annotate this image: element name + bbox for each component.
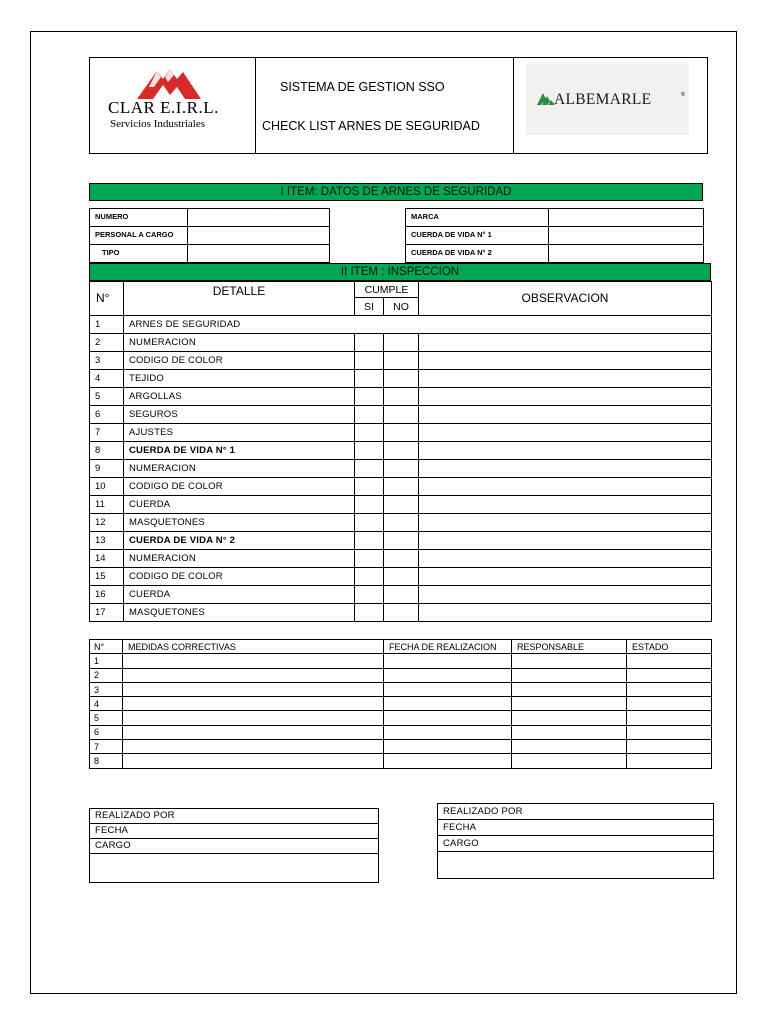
inspection-row [90,532,712,550]
row-detail: NUMERACION [124,550,355,568]
measure-row [90,711,712,725]
measure-field[interactable] [123,682,384,696]
observation-field[interactable] [419,514,712,532]
no-checkbox[interactable] [384,424,419,442]
system-title: SISTEMA DE GESTION SSO [280,80,445,94]
observation-field[interactable] [419,442,712,460]
col-si-header: SI [355,298,384,316]
responsible-field[interactable] [512,725,627,739]
col-date-header: FECHA DE REALIZACION [384,640,512,654]
fecha-label: FECHA [90,824,379,839]
row-detail: CUERDA [124,586,355,604]
col-cumple-header: CUMPLE [355,282,419,298]
realizado-label: REALIZADO POR [90,809,379,824]
no-checkbox[interactable] [384,352,419,370]
albemarle-logo-cell [514,58,707,153]
row-detail: NUMERACION [124,460,355,478]
no-checkbox[interactable] [384,496,419,514]
no-checkbox[interactable] [384,586,419,604]
no-checkbox[interactable] [384,478,419,496]
inspection-row [90,334,712,352]
no-checkbox[interactable] [384,514,419,532]
row-detail: AJUSTES [124,424,355,442]
signature-area[interactable] [438,852,714,879]
inspection-row [90,442,712,460]
no-checkbox[interactable] [384,388,419,406]
status-field[interactable] [627,711,712,725]
date-field[interactable] [384,682,512,696]
si-checkbox[interactable] [355,406,384,424]
col-status-header: ESTADO [627,640,712,654]
inspection-row [90,352,712,370]
measure-row-number: 4 [90,697,123,711]
date-field[interactable] [384,668,512,682]
measure-row [90,668,712,682]
numero-label: NUMERO [89,208,188,227]
no-checkbox[interactable] [384,442,419,460]
measure-row [90,697,712,711]
observation-field[interactable] [419,532,712,550]
observation-field[interactable] [419,568,712,586]
col-measures-header: MEDIDAS CORRECTIVAS [123,640,384,654]
cuerda2-label: CUERDA DE VIDA N° 2 [405,244,549,263]
status-field[interactable] [627,682,712,696]
row-number: 3 [90,352,124,370]
responsible-field[interactable] [512,682,627,696]
observation-field[interactable] [419,388,712,406]
measure-row-number: 2 [90,668,123,682]
inspection-row [90,586,712,604]
observation-field[interactable] [419,424,712,442]
personal-field[interactable] [187,226,330,245]
row-number: 7 [90,424,124,442]
si-checkbox[interactable] [355,352,384,370]
row-detail: TEJIDO [124,370,355,388]
row-number: 16 [90,586,124,604]
measure-row [90,754,712,768]
observation-field[interactable] [419,478,712,496]
no-checkbox[interactable] [384,550,419,568]
status-field[interactable] [627,654,712,668]
row-detail: CODIGO DE COLOR [124,478,355,496]
row-number: 10 [90,478,124,496]
si-checkbox[interactable] [355,334,384,352]
fecha-label: FECHA [438,820,714,836]
measure-row-number: 8 [90,754,123,768]
no-checkbox[interactable] [384,604,419,622]
observation-field[interactable] [419,604,712,622]
company-name: CLAR E.I.R.L. [108,98,219,117]
no-checkbox[interactable] [384,460,419,478]
cuerda1-field[interactable] [548,226,704,245]
measure-row-number: 6 [90,725,123,739]
inspection-row [90,424,712,442]
row-number: 9 [90,460,124,478]
inspection-row [90,388,712,406]
responsible-field[interactable] [512,668,627,682]
signature-area[interactable] [90,854,379,883]
date-field[interactable] [384,697,512,711]
row-detail: CUERDA DE VIDA N° 2 [124,532,355,550]
clar-mountain-icon [137,65,201,99]
measures-header-row [90,640,712,654]
row-number: 8 [90,442,124,460]
si-checkbox[interactable] [355,514,384,532]
no-checkbox[interactable] [384,370,419,388]
row-number: 1 [90,316,124,334]
observation-field[interactable] [419,496,712,514]
title-cell [256,58,514,153]
observation-field[interactable] [419,370,712,388]
measure-field[interactable] [123,725,384,739]
inspection-row [90,496,712,514]
client-name: ALBEMARLE [554,91,652,108]
date-field[interactable] [384,754,512,768]
si-checkbox[interactable] [355,496,384,514]
responsible-field[interactable] [512,740,627,754]
document-header [89,57,708,154]
status-field[interactable] [627,668,712,682]
row-number: 5 [90,388,124,406]
col-num-header: N° [90,282,124,316]
si-checkbox[interactable] [355,532,384,550]
inspection-row [90,568,712,586]
row-number: 13 [90,532,124,550]
responsible-field[interactable] [512,711,627,725]
si-checkbox[interactable] [355,586,384,604]
measure-row [90,725,712,739]
row-number: 11 [90,496,124,514]
row-detail: MASQUETONES [124,514,355,532]
row-detail: ARGOLLAS [124,388,355,406]
si-checkbox[interactable] [355,604,384,622]
inspection-rows [90,316,712,622]
status-field[interactable] [627,754,712,768]
observation-field[interactable] [419,550,712,568]
si-checkbox[interactable] [355,478,384,496]
date-field[interactable] [384,740,512,754]
inspection-row [90,316,712,334]
measure-row [90,654,712,668]
inspection-row [90,460,712,478]
measure-row-number: 5 [90,711,123,725]
row-number: 12 [90,514,124,532]
si-checkbox[interactable] [355,568,384,586]
albemarle-mark-icon [537,93,555,105]
signature-block-left [89,808,379,883]
col-no-header: NO [384,298,419,316]
date-field[interactable] [384,725,512,739]
row-detail: CUERDA [124,496,355,514]
tipo-label: TIPO [89,244,188,263]
cargo-label: CARGO [438,836,714,852]
client-trademark: ® [681,92,685,98]
measure-field[interactable] [123,740,384,754]
no-checkbox[interactable] [384,532,419,550]
col-responsible-header: RESPONSABLE [512,640,627,654]
status-field[interactable] [627,697,712,711]
responsible-field[interactable] [512,754,627,768]
personal-label: PERSONAL A CARGO [89,226,188,245]
status-field[interactable] [627,740,712,754]
row-number: 4 [90,370,124,388]
measure-row-number: 1 [90,654,123,668]
document-title: CHECK LIST ARNES DE SEGURIDAD [262,119,480,133]
observation-field[interactable] [419,406,712,424]
albemarle-logo [526,63,689,135]
no-checkbox[interactable] [384,406,419,424]
marca-field[interactable] [548,208,704,227]
realizado-label: REALIZADO POR [438,804,714,820]
marca-label: MARCA [405,208,549,227]
measure-row-number: 7 [90,740,123,754]
measure-row [90,740,712,754]
col-obs-header: OBSERVACION [419,282,712,316]
si-checkbox[interactable] [355,388,384,406]
row-number: 17 [90,604,124,622]
signature-block-right [437,803,714,879]
measures-rows [90,654,712,768]
row-number: 15 [90,568,124,586]
measures-table [89,639,712,769]
row-detail: MASQUETONES [124,604,355,622]
row-number: 14 [90,550,124,568]
measure-field[interactable] [123,754,384,768]
col-num-header: N° [90,640,123,654]
inspection-table [89,281,712,622]
si-checkbox[interactable] [355,460,384,478]
inspection-row [90,604,712,622]
si-checkbox[interactable] [355,424,384,442]
numero-field[interactable] [187,208,330,227]
inspection-row [90,370,712,388]
row-detail: CODIGO DE COLOR [124,352,355,370]
no-checkbox[interactable] [384,568,419,586]
no-checkbox[interactable] [384,334,419,352]
observation-field[interactable] [419,334,712,352]
company-subtitle: Servicios Industriales [110,118,206,130]
cuerda2-field[interactable] [548,244,704,263]
row-detail: SEGUROS [124,406,355,424]
row-detail: CUERDA DE VIDA N° 1 [124,442,355,460]
date-field[interactable] [384,654,512,668]
row-number: 2 [90,334,124,352]
row-number: 6 [90,406,124,424]
clar-logo-cell [90,58,256,153]
cargo-label: CARGO [90,839,379,854]
observation-field[interactable] [419,460,712,478]
measure-field[interactable] [123,668,384,682]
row-detail: ARNES DE SEGURIDAD [124,316,712,334]
si-checkbox[interactable] [355,370,384,388]
row-detail: NUMERACION [124,334,355,352]
measure-field[interactable] [123,697,384,711]
section2-title: II ITEM : INSPECCION [89,263,711,281]
tipo-field[interactable] [187,244,330,263]
cuerda1-label: CUERDA DE VIDA N° 1 [405,226,549,245]
responsible-field[interactable] [512,654,627,668]
observation-field[interactable] [419,352,712,370]
inspection-row [90,478,712,496]
inspection-row [90,406,712,424]
observation-field[interactable] [419,586,712,604]
measure-field[interactable] [123,654,384,668]
col-detail-header: DETALLE [124,282,355,316]
measure-row [90,682,712,696]
inspection-row [90,514,712,532]
si-checkbox[interactable] [355,442,384,460]
measure-field[interactable] [123,711,384,725]
date-field[interactable] [384,711,512,725]
responsible-field[interactable] [512,697,627,711]
section1-title: I ITEM: DATOS DE ARNES DE SEGURIDAD [89,183,703,201]
si-checkbox[interactable] [355,550,384,568]
row-detail: CODIGO DE COLOR [124,568,355,586]
inspection-row [90,550,712,568]
measure-row-number: 3 [90,682,123,696]
status-field[interactable] [627,725,712,739]
